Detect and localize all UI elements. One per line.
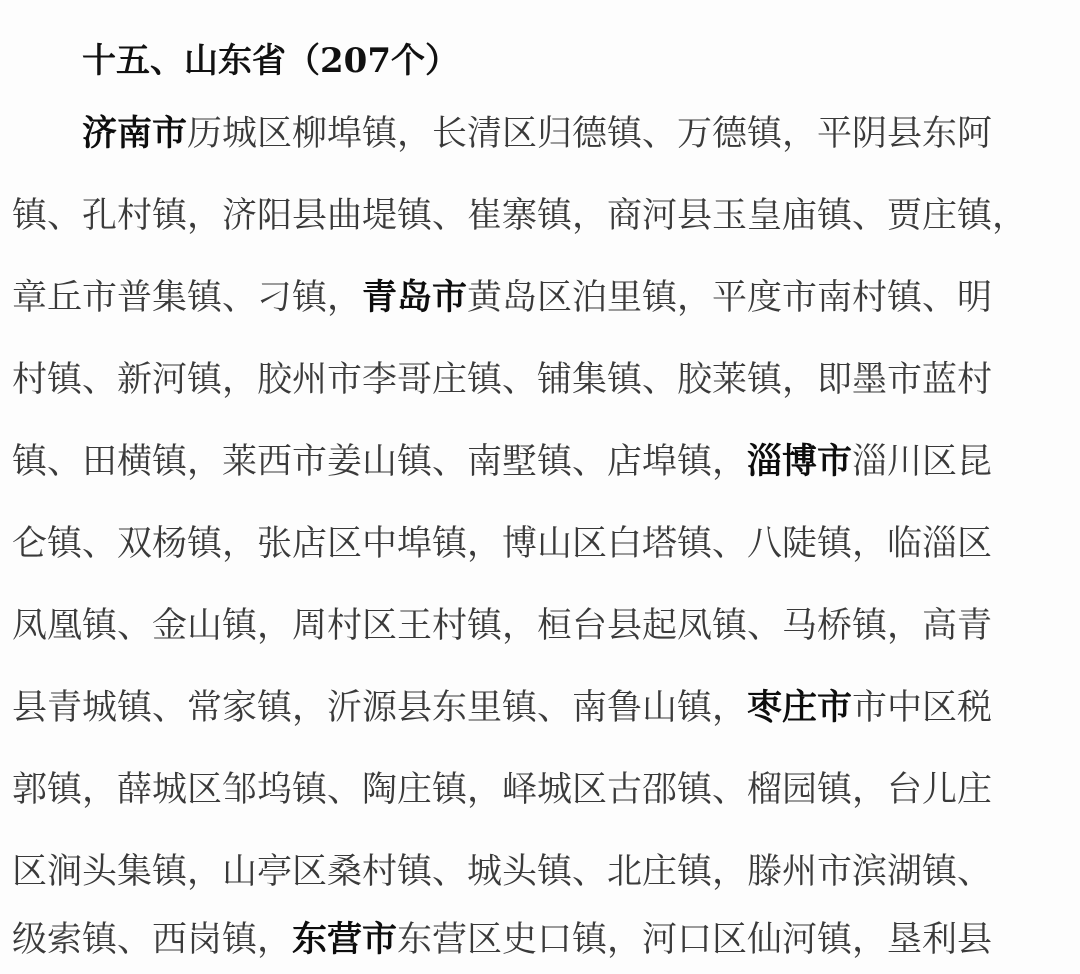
city-name: 淄博市 bbox=[747, 441, 853, 482]
town-list-text: 黄岛区泊里镇，平度市南村镇、明 bbox=[467, 278, 993, 318]
town-list-text: 章丘市普集镇、刁镇， bbox=[12, 278, 363, 318]
text-line bbox=[12, 764, 1072, 816]
town-list-text: 县青城镇、常家镇，沂源县东里镇、南鲁山镇， bbox=[12, 688, 748, 728]
town-list-text: 区涧头集镇，山亭区桑村镇、城头镇、北庄镇，滕州市滨湖镇、 bbox=[12, 852, 993, 892]
town-list-text: 村镇、新河镇，胶州市李哥庄镇、铺集镇、胶莱镇，即墨市蓝村 bbox=[12, 360, 993, 400]
text-line bbox=[12, 272, 1072, 324]
city-name: 济南市 bbox=[82, 113, 188, 154]
text-line bbox=[12, 682, 1072, 734]
section-heading: 十五、山东省（207个） bbox=[82, 41, 459, 81]
town-list-text: 东营区史口镇，河口区仙河镇，垦利县 bbox=[397, 920, 993, 960]
city-name: 东营市 bbox=[292, 919, 398, 960]
text-line bbox=[12, 846, 1072, 898]
text-line bbox=[12, 190, 1072, 242]
town-list-text: 历城区柳埠镇，长清区归德镇、万德镇，平阴县东阿 bbox=[187, 114, 993, 154]
text-line bbox=[12, 518, 1072, 570]
town-list-text: 市中区税 bbox=[852, 688, 993, 728]
town-list-text: 淄川区昆 bbox=[852, 442, 993, 482]
city-name: 枣庄市 bbox=[747, 687, 853, 728]
town-list-text: 镇、孔村镇，济阳县曲堤镇、崔寨镇，商河县玉皇庙镇、贾庄镇， bbox=[12, 196, 1028, 236]
town-list-text: 郭镇，薛城区邹坞镇、陶庄镇，峄城区古邵镇、榴园镇，台儿庄 bbox=[12, 770, 993, 810]
town-list-text: 凤凰镇、金山镇，周村区王村镇，桓台县起凤镇、马桥镇，高青 bbox=[12, 606, 993, 646]
text-line bbox=[12, 354, 1072, 406]
text-line bbox=[82, 108, 1072, 160]
town-list-text: 镇、田横镇，莱西市姜山镇、南墅镇、店埠镇， bbox=[12, 442, 748, 482]
text-line bbox=[12, 436, 1072, 488]
town-list-text: 仑镇、双杨镇，张店区中埠镇，博山区白塔镇、八陡镇，临淄区 bbox=[12, 524, 993, 564]
city-name: 青岛市 bbox=[362, 277, 468, 318]
town-list-text: 级索镇、西岗镇， bbox=[12, 920, 293, 960]
text-line bbox=[12, 600, 1072, 652]
text-line bbox=[12, 914, 1072, 966]
